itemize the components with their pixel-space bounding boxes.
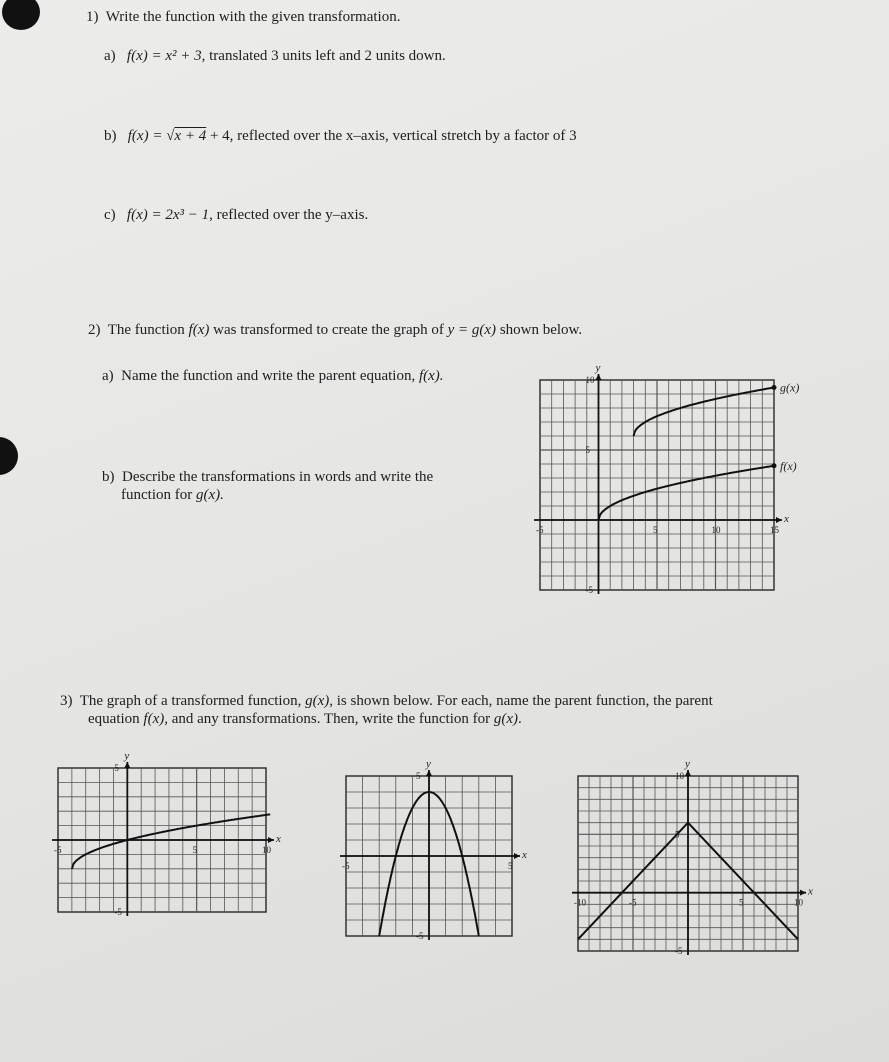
function-expression: f(x) = 2x³ − 1 [126, 207, 210, 223]
question-1-prompt [86, 9, 400, 26]
question-2a [102, 368, 444, 385]
y-tick-label: 5 [675, 829, 680, 840]
question-3-prompt-line2 [88, 711, 522, 728]
part-text: , reflected over the x–axis, vertical stretch by a factor of 3 [229, 128, 577, 144]
x-tick-label: 10 [711, 525, 721, 535]
prompt-text: , is shown below. For each, name the parent function, the parent [329, 693, 713, 709]
question-2b-line2 [121, 487, 224, 504]
question-number: 3) [60, 693, 73, 709]
x-tick-label: 10 [794, 897, 803, 908]
y-tick-label: -5 [416, 931, 424, 941]
x-tick-label: -5 [54, 845, 62, 855]
x-tick-label: 10 [262, 845, 271, 855]
y-tick-label: 10 [585, 375, 595, 385]
x-tick-label: 5 [508, 861, 513, 871]
function-expression-tail: + 4 [206, 128, 230, 144]
math-g: g(x) [493, 711, 519, 727]
x-tick-label: 5 [192, 845, 198, 855]
question-number: 2) [88, 322, 101, 338]
x-tick-label: 5 [653, 525, 658, 535]
prompt-text: was transformed to create the graph of [209, 322, 448, 338]
y-axis-arrow [685, 770, 691, 776]
question-2b [102, 469, 433, 486]
graph-q3-1 [54, 750, 281, 917]
x-axis-label: x [808, 885, 813, 898]
part-label: a) [104, 48, 116, 64]
prompt-text: The function [107, 322, 189, 338]
x-tick-label: -5 [536, 525, 544, 535]
y-axis-arrow [124, 762, 130, 768]
prompt-text: Write the function with the given transformation. [105, 9, 401, 25]
x-axis-arrow [800, 890, 806, 896]
function-curve [599, 466, 775, 520]
x-tick-label: -5 [629, 897, 637, 908]
hole-punch [2, 0, 40, 30]
x-tick-label: -5 [342, 861, 350, 871]
y-tick-label: 5 [416, 771, 421, 781]
y-tick-label: 5 [114, 763, 119, 773]
x-tick-label: 5 [739, 897, 744, 908]
y-tick-label: -5 [675, 946, 683, 956]
function-curve [72, 814, 270, 869]
y-axis-label: y [426, 758, 431, 770]
prompt-text: shown below. [496, 322, 583, 338]
radicand: x + 4 [174, 128, 207, 144]
hole-punch [0, 437, 18, 475]
prompt-text: equation [88, 711, 144, 727]
y-tick-label: -5 [114, 907, 122, 917]
part-label: b) [102, 469, 115, 485]
question-1a [104, 48, 446, 65]
y-tick-label: -5 [585, 585, 593, 595]
math-g: g(x) [305, 693, 330, 709]
part-text: , translated 3 units left and 2 units down. [201, 48, 446, 64]
graph-q2 [536, 362, 800, 595]
function-expression: f(x) = x² + 3 [126, 48, 202, 64]
curve-endpoint [772, 463, 777, 468]
x-axis-arrow [268, 837, 274, 843]
y-axis-arrow [426, 770, 432, 776]
y-axis-label: y [124, 750, 130, 762]
x-axis-arrow [776, 517, 782, 523]
math-f: f(x) [188, 322, 210, 338]
part-text: Describe the transformations in words and write the [122, 469, 434, 485]
curve-endpoint [772, 385, 777, 390]
math-g: y = g(x) [447, 322, 497, 338]
function-expression: f(x) = √ [127, 128, 175, 144]
question-3-prompt [60, 693, 713, 710]
question-2-prompt [88, 322, 582, 339]
question-1b [104, 128, 577, 145]
x-axis-label: x [784, 513, 789, 525]
part-text: Name the function and write the parent equation, [121, 368, 419, 384]
curve-label: g(x) [780, 380, 800, 395]
part-label: a) [102, 368, 114, 384]
part-label: b) [104, 128, 117, 144]
math-g: g(x). [195, 487, 224, 503]
math-f: f(x) [143, 711, 165, 727]
y-tick-label: 5 [585, 445, 590, 455]
prompt-text: The graph of a transformed function, [79, 693, 306, 709]
x-tick-label: -10 [574, 897, 586, 908]
graph-q3-3 [574, 758, 813, 956]
part-text: function for [121, 487, 196, 503]
curve-label: f(x) [780, 458, 797, 473]
y-axis-label: y [685, 758, 690, 770]
prompt-text: . [518, 711, 522, 727]
y-axis-arrow [596, 374, 602, 380]
question-number: 1) [86, 9, 99, 25]
math-f: f(x). [418, 368, 444, 384]
y-tick-label: 10 [675, 771, 684, 781]
part-text: , reflected over the y–axis. [209, 207, 369, 223]
question-1c [104, 207, 368, 224]
x-axis-label: x [522, 849, 527, 861]
x-tick-label: 15 [770, 525, 779, 535]
x-axis-arrow [514, 853, 520, 859]
prompt-text: , and any transformations. Then, write the function for [164, 711, 494, 727]
graph-q3-2 [342, 758, 527, 941]
y-axis-label: y [595, 362, 601, 374]
x-axis-label: x [276, 833, 281, 845]
part-label: c) [104, 207, 116, 223]
